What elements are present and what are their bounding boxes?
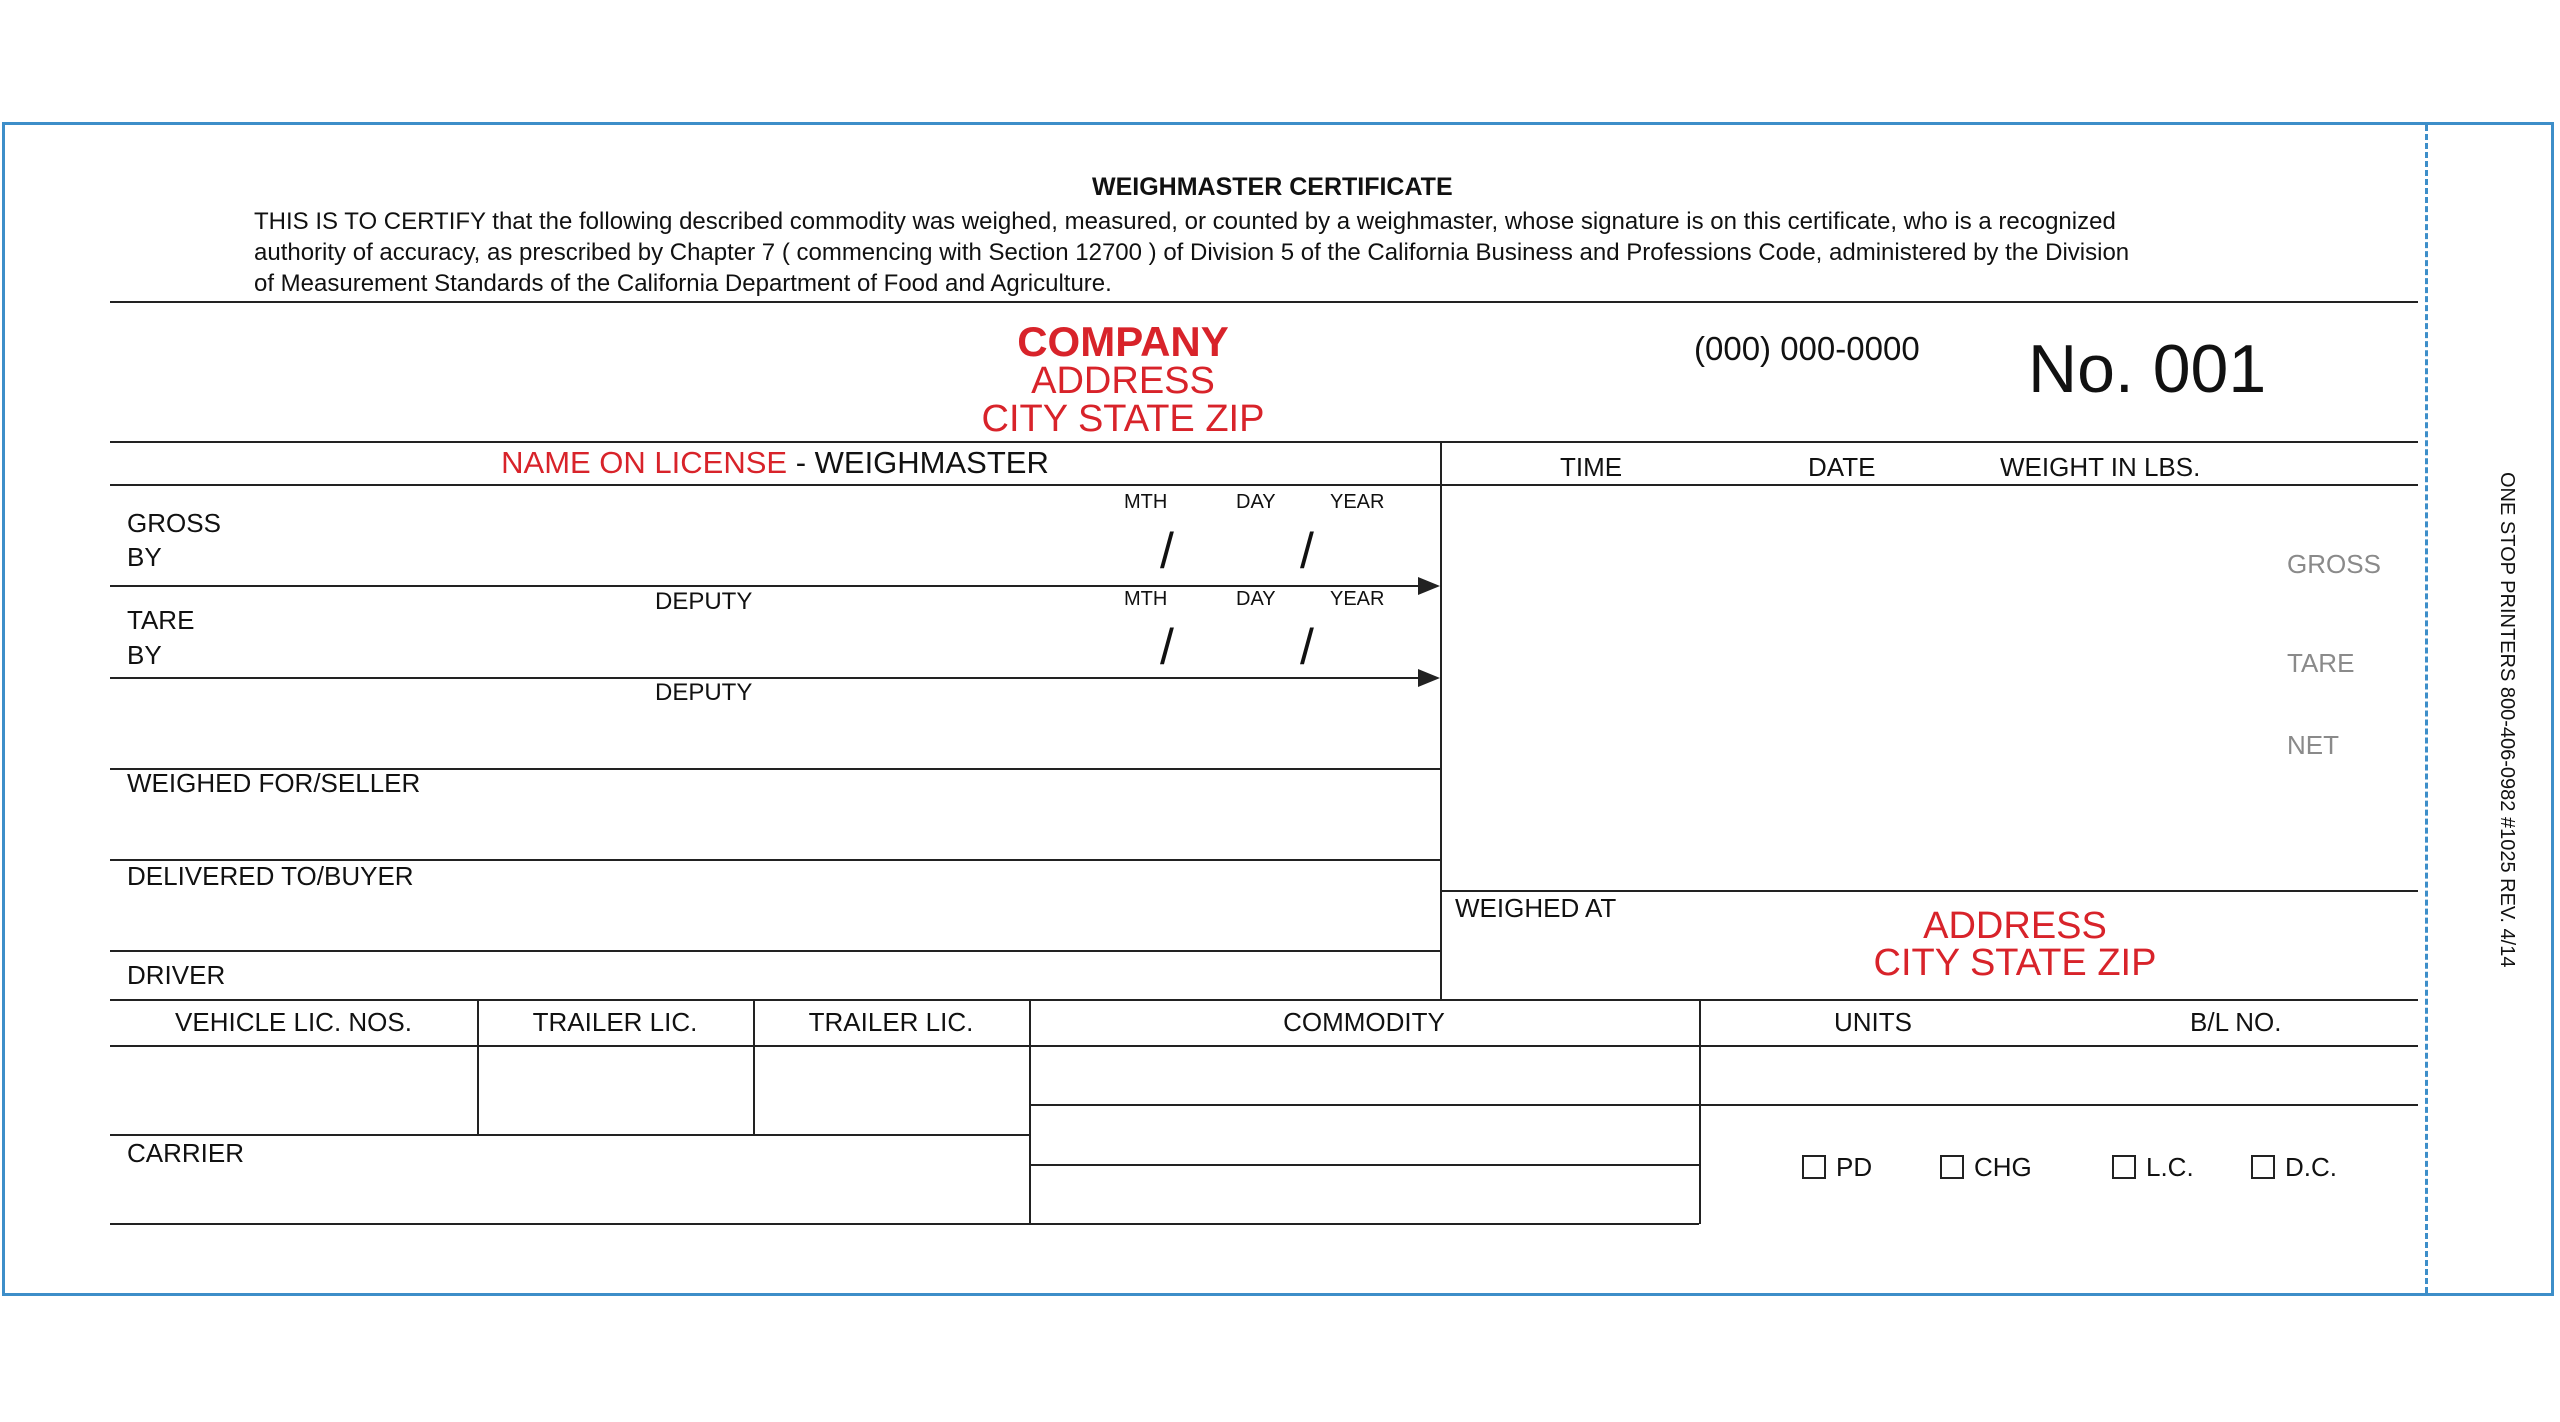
tare-deputy-label: DEPUTY [655, 679, 753, 706]
statement-line: of Measurement Standards of the California Department of Food and Agriculture. [254, 270, 1112, 297]
driver-label: DRIVER [127, 960, 226, 990]
gross-label: GROSS [127, 508, 221, 538]
weighed-at-address: ADDRESS [1923, 905, 2107, 947]
checkbox-chg[interactable] [1940, 1152, 2032, 1183]
checkbox-label: D.C. [2285, 1152, 2337, 1182]
divider [1029, 1104, 2418, 1106]
checkbox-lc[interactable] [2112, 1152, 2194, 1183]
tare-by-label: BY [127, 640, 162, 670]
arrow-icon [1418, 577, 1440, 595]
tare-month-label: MTH [1124, 588, 1168, 610]
date-header: DATE [1808, 452, 1876, 482]
weight-tare-label: TARE [2287, 648, 2355, 678]
column-divider [1699, 999, 1701, 1224]
printer-note-text: ONE STOP PRINTERS 800-406-0982 #1025 REV. 4/14 [2496, 472, 2518, 968]
column-divider [1440, 441, 1442, 1000]
divider [110, 1045, 2418, 1047]
gross-deputy-label: DEPUTY [655, 588, 753, 615]
checkbox-dc[interactable] [2251, 1152, 2337, 1183]
divider [110, 1223, 1699, 1225]
weight-header: WEIGHT IN LBS. [2000, 452, 2201, 482]
statement-line: authority of accuracy, as prescribed by Chapter 7 ( commencing with Section 12700 ) of Division 5 of the California Business and Professions Code, administered by the Division [254, 239, 2130, 266]
tare-year-label: YEAR [1330, 588, 1385, 610]
printer-note [2494, 472, 2518, 992]
arrow-icon [1418, 669, 1440, 687]
company-city-state-zip: CITY STATE ZIP [981, 398, 1265, 440]
perforation-line [2425, 125, 2428, 1293]
trailer-header-2: TRAILER LIC. [808, 1007, 974, 1037]
tare-signature-line[interactable] [110, 677, 1432, 679]
vehicle-header: VEHICLE LIC. NOS. [175, 1007, 412, 1037]
carrier-label: CARRIER [127, 1138, 245, 1168]
tare-date-slash: / [1160, 619, 1174, 675]
certificate-number: No. 001 [2028, 331, 2267, 407]
tare-day-label: DAY [1236, 588, 1276, 610]
trailer-header-1: TRAILER LIC. [532, 1007, 698, 1037]
divider [110, 999, 2418, 1001]
checkbox-label: CHG [1974, 1152, 2032, 1182]
certificate-title: WEIGHMASTER CERTIFICATE [1092, 173, 1453, 201]
column-divider [753, 999, 755, 1134]
divider [110, 484, 2418, 486]
commodity-header: COMMODITY [1283, 1007, 1445, 1037]
divider [110, 301, 2418, 303]
divider [1440, 890, 2418, 892]
tare-label: TARE [127, 605, 195, 635]
gross-year-label: YEAR [1330, 491, 1385, 513]
weighed-for-label: WEIGHED FOR/SELLER [127, 768, 421, 798]
weight-net-label: NET [2287, 730, 2339, 760]
tare-date-slash: / [1300, 619, 1314, 675]
gross-month-label: MTH [1124, 491, 1168, 513]
company-phone: (000) 000-0000 [1694, 330, 1920, 367]
weight-gross-label: GROSS [2287, 549, 2381, 579]
weighed-at-city-state-zip: CITY STATE ZIP [1873, 942, 2157, 984]
checkbox-pd[interactable] [1802, 1152, 1872, 1183]
column-divider [477, 999, 479, 1134]
bl-number-header: B/L NO. [2190, 1007, 2282, 1037]
checkbox-icon[interactable] [1802, 1155, 1826, 1179]
certification-statement [254, 206, 2129, 299]
company-name: COMPANY [1017, 318, 1229, 365]
time-header: TIME [1560, 452, 1623, 482]
gross-date-slash: / [1160, 523, 1174, 579]
weighmaster-label: - WEIGHMASTER [787, 445, 1049, 480]
delivered-to-label: DELIVERED TO/BUYER [127, 861, 414, 891]
checkbox-icon[interactable] [1940, 1155, 1964, 1179]
divider [1029, 1164, 1699, 1166]
weighed-at-label: WEIGHED AT [1455, 893, 1617, 923]
checkbox-icon[interactable] [2251, 1155, 2275, 1179]
statement-line: THIS IS TO CERTIFY that the following described commodity was weighed, measured, or counted by a weighmaster, whose signature is on this certificate, who is a recognized [254, 208, 2116, 235]
divider [110, 950, 1440, 952]
license-label [110, 445, 1440, 481]
checkbox-label: PD [1836, 1152, 1873, 1182]
gross-day-label: DAY [1236, 491, 1276, 513]
column-divider [1029, 999, 1031, 1224]
divider [110, 441, 2418, 443]
gross-by-label: BY [127, 542, 162, 572]
company-address: ADDRESS [1031, 360, 1215, 402]
name-on-license: NAME ON LICENSE [501, 445, 788, 480]
units-header: UNITS [1834, 1007, 1912, 1037]
checkbox-icon[interactable] [2112, 1155, 2136, 1179]
checkbox-label: L.C. [2146, 1152, 2194, 1182]
gross-signature-line[interactable] [110, 585, 1432, 587]
gross-date-slash: / [1300, 523, 1314, 579]
divider [110, 1134, 1029, 1136]
